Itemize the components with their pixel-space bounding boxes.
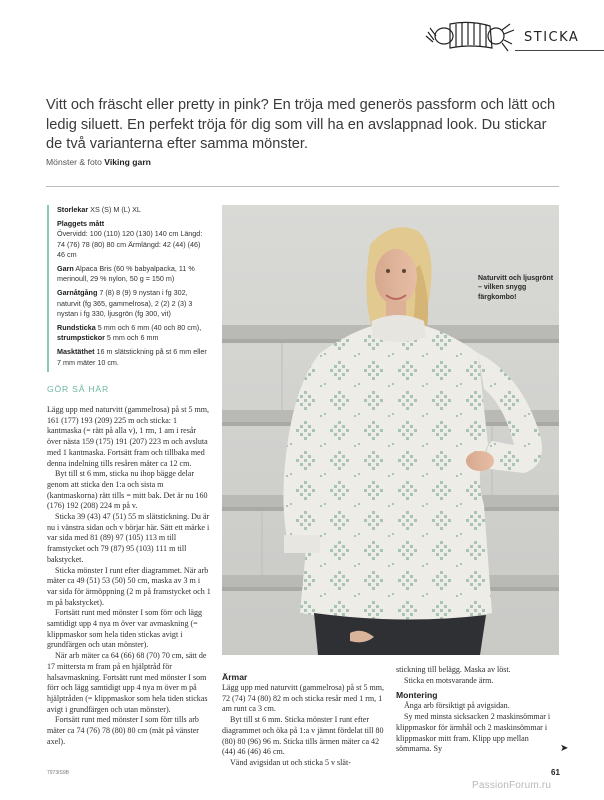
photo-illustration	[222, 205, 559, 655]
fact-measurements	[57, 219, 207, 260]
sleeves-heading: Ärmar	[222, 672, 248, 682]
yarn-skein-icon	[424, 14, 516, 54]
paragraph: Sticka mönster I runt efter diagrammet. När arb mäter ca 49 (51) 53 (50) 50 cm, maska av 3 m i var sida för ärmöppning (2 m på framstycket och 1 m på bakstycket).	[47, 565, 211, 607]
fact-yarn	[57, 264, 207, 284]
paragraph: stickning till belägg. Maska av löst.	[396, 665, 511, 674]
assembly-heading: Montering	[396, 690, 438, 701]
fact-text: Alpaca Bris (60 % babyalpacka, 11 % merinoull, 29 % nylon, 50 g = 150 m)	[57, 264, 195, 284]
fact-label: Plaggets mått	[57, 219, 105, 229]
paragraph: Fortsätt runt med mönster I som förr och lägg samtidigt upp 4 nya m över var avmaskning (= klippmaskor som hela tiden stickas avigt i grundfärgen och utan mönster).	[47, 608, 203, 650]
content-divider	[46, 186, 559, 187]
intro-text: Vitt och fräscht eller pretty in pink? En tröja med generös passform och lätt och ledig siluett. En perfekt tröja för dig som vill ha en avslappnad look. Du stickar de två varianterna efter samma mönster.	[46, 97, 556, 152]
watermark: PassionForum.ru	[472, 780, 552, 791]
paragraph: Lägg upp med naturvitt (gammelrosa) på st 5 mm, 72 (74) 74 (80) 82 m och sticka resår med 1 rm, 1 am runt ca 3 cm.	[222, 683, 385, 714]
fact-text: Övervidd: 100 (110) 120 (130) 140 cm Längd: 74 (76) 78 (80) 80 cm Ärmlängd: 42 (44) (46) 46 cm	[57, 229, 203, 259]
credit-line	[46, 157, 151, 167]
fact-gauge	[57, 347, 207, 367]
fact-label: Garnåtgång	[57, 288, 98, 298]
fact-text: XS (S) M (L) XL	[88, 205, 141, 214]
paragraph: Sy med minsta sicksacken 2 maskinsömmar i klippmaskor för ärmhål och 2 maskinsömmar i klippmaskor mitt fram. Klipp upp mellan sömmarna. Sy	[396, 712, 551, 754]
fact-text: 16 m slätstickning på st 6 mm eller 7 mm mäter 10 cm.	[57, 347, 207, 367]
instructions-column-1	[47, 405, 211, 748]
fact-text: 7 (8) 8 (9) 9 nystan i fg 302, naturvit (fg 365, gammelrosa), 2 (2) 2 (3) 3 nystan i fg 330, ljusgrön (fg 300, vit)	[57, 288, 193, 318]
paragraph: Vänd avigsidan ut och sticka 5 v slät-	[230, 757, 351, 767]
paragraph: Lägg upp med naturvitt (gammelrosa) på st 5 mm, 161 (177) 193 (209) 225 m och sticka: 1 kantmaska (= rätt på alla v), 1 rm, 1 am i resår över nästa 159 (175) 191 (207) 223 m och avsluta med 1 kantmaska. Fortsätt fram och tillbaka med denna indelning tills resåren mäter ca 12 cm.	[47, 405, 210, 468]
fact-label: Storlekar	[57, 205, 89, 214]
section-label: STICKA	[524, 30, 580, 45]
fact-yarn-amount	[57, 288, 207, 319]
footer-code: 7973IS9B	[47, 770, 69, 776]
continue-arrow-icon: ➤	[560, 743, 569, 754]
fact-needles	[57, 323, 207, 343]
how-to-heading: GÖR SÅ HÄR	[47, 384, 109, 394]
instructions-column-3	[396, 665, 560, 755]
page-number: 61	[551, 768, 560, 777]
sweater-photo	[222, 205, 559, 655]
fact-label: Masktäthet	[57, 347, 95, 357]
instructions-column-2	[222, 672, 386, 769]
fact-text: 5 mm och 6 mm	[104, 333, 159, 343]
header-divider	[515, 50, 604, 51]
fact-label: Garn	[57, 264, 74, 274]
paragraph: Fortsätt runt med mönster I som förr tills arb mäter ca 74 (76) 78 (80) 80 cm (mät på vänster axel).	[47, 715, 199, 746]
fact-text: 5 mm och 6 mm (40 och 80 cm),	[95, 323, 202, 333]
credit-prefix: Mönster & foto	[46, 157, 102, 167]
fact-label: Rundsticka	[57, 323, 96, 333]
fact-sizes	[57, 205, 207, 215]
paragraph: Byt till st 6 mm, sticka nu ihop bägge delar genom att sticka den 1:a och sista m (kantmaskorna) rätt tills = mitt bak. Det är nu 160 (176) 192 (208) 224 m på v.	[47, 469, 208, 511]
paragraph: Sticka en motsvarande ärm.	[404, 675, 494, 685]
fact-label: strumpstickor	[57, 333, 105, 343]
pattern-facts	[47, 205, 207, 372]
photo-caption: Naturvitt och ljusgrönt – vilken snygg färgkombo!	[478, 275, 554, 301]
paragraph: Byt till st 6 mm. Sticka mönster I runt efter diagrammet och öka på 1:a v jämnt fördelat till 80 (80) 80 (96) 96 m. Sticka tills ärmen mäter ca 42 (44) 46 (46) 46 cm.	[222, 715, 384, 757]
paragraph: Ånga arb försiktigt på avigsidan.	[404, 701, 510, 711]
paragraph: Sticka 39 (43) 47 (51) 55 m slätstickning. Du är nu i vänstra sidan och v börjar här. Sätt ett märke i var sida med 81 (89) 97 (105) 113 m till framstycket och 79 (87) 95 (103) 111 m till bakstycket.	[47, 512, 210, 564]
credit-name: Viking garn	[104, 157, 151, 167]
paragraph: När arb mäter ca 64 (66) 68 (70) 70 cm, sätt de 17 mittersta m fram på en hjälptråd för halsavmaskning. Fortsätt runt med mönster I som förr och lägg samtidigt upp 4 nya m över m på hjälptråden (= klippmaskor som hela tiden stickas avigt i grundfärgen och utan mönster).	[47, 651, 208, 714]
